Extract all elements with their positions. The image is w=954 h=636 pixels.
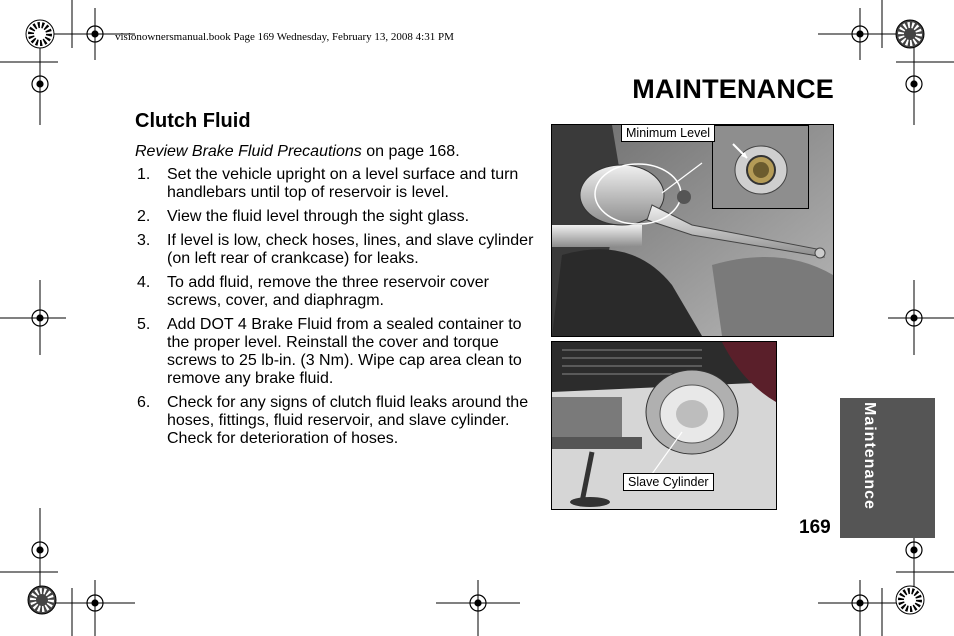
slave-cylinder-photo — [551, 341, 777, 510]
step-text: If level is low, check hoses, lines, and slave cylinder (on left rear of crankcase) for leaks. — [167, 232, 534, 267]
step-number: 2. — [137, 208, 151, 225]
steps-list — [135, 166, 535, 454]
page-title: Clutch Fluid — [135, 110, 251, 132]
section-tab-label: Maintenance — [861, 402, 878, 510]
step-text: Add DOT 4 Brake Fluid from a sealed container to the proper level. Reinstall the cover and torque screws to 25 lb-in. (3 Nm). Wipe cap area clean to remove any brake fluid. — [167, 316, 522, 387]
reference-page-text: on page 168. — [361, 143, 460, 160]
sight-glass-illustration — [713, 126, 808, 208]
step-text: To add fluid, remove the three reservoir cover screws, cover, and diaphragm. — [167, 274, 489, 309]
slave-cylinder-callout: Slave Cylinder — [623, 473, 714, 491]
minimum-level-callout: Minimum Level — [621, 124, 715, 142]
step-text: View the fluid level through the sight glass. — [167, 208, 470, 225]
reference-link-text: Review Brake Fluid Precautions — [135, 143, 362, 160]
list-item — [135, 274, 535, 310]
page-number: 169 — [799, 517, 831, 538]
list-item — [135, 394, 535, 448]
step-text: Set the vehicle upright on a level surface and turn handlebars until top of reservoir is level. — [167, 166, 519, 201]
clutch-reservoir-photo — [551, 124, 834, 337]
step-number: 3. — [137, 232, 151, 249]
list-item — [135, 316, 535, 388]
step-number: 6. — [137, 394, 151, 411]
list-item — [135, 166, 535, 202]
step-number: 1. — [137, 166, 151, 183]
sight-glass-inset — [712, 125, 809, 209]
section-tab — [840, 398, 935, 538]
step-number: 4. — [137, 274, 151, 291]
list-item — [135, 232, 535, 268]
section-title: MAINTENANCE — [632, 74, 834, 104]
list-item — [135, 208, 535, 226]
file-info-header: visionownersmanual.book Page 169 Wednesday, February 13, 2008 4:31 PM — [115, 31, 454, 43]
step-number: 5. — [137, 316, 151, 333]
step-text: Check for any signs of clutch fluid leaks around the hoses, fittings, fluid reservoir, and slave cylinder. Check for deterioration of hoses. — [167, 394, 529, 447]
reference-note — [135, 143, 460, 161]
